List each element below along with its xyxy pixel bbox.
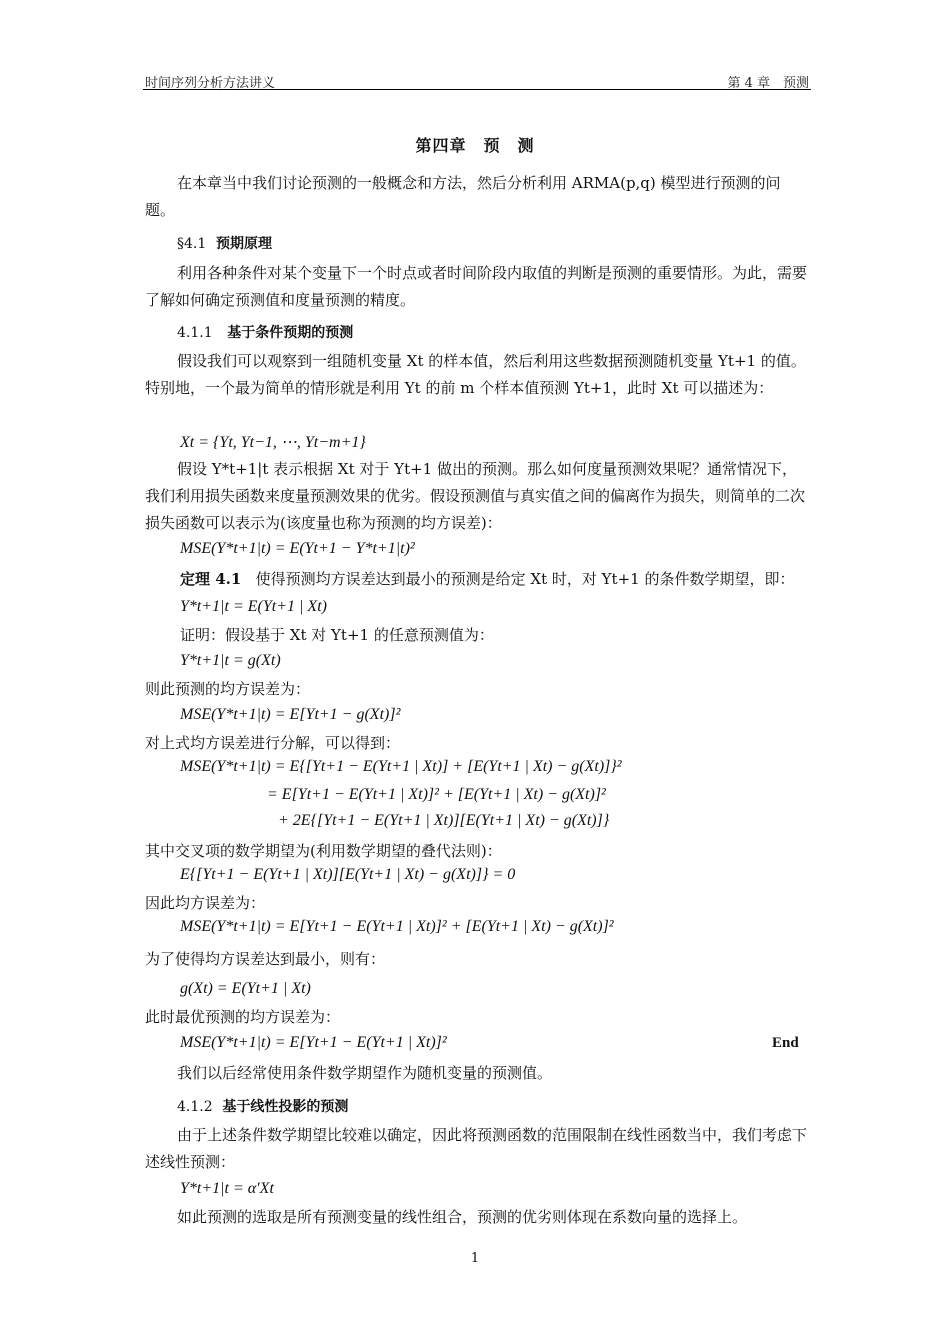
text-hence: 因此均方误差为：	[145, 894, 266, 912]
section-title: 预期原理	[216, 236, 273, 252]
equation-linear-forecast: Y*t+1|t = α′Xt	[180, 1180, 274, 1197]
paragraph-linear-combination: 如此预测的选取是所有预测变量的线性组合，预测的优劣则体现在系数向量的选择上。	[177, 1208, 748, 1226]
equation-decomposition-line1: MSE(Y*t+1|t) = E{[Yt+1 − E(Yt+1 | Xt)] + [E(Yt+1 | Xt) − g(Xt)]}²	[180, 758, 622, 775]
subsection-number: 4.1.1	[177, 325, 213, 341]
equation-cross-term: E{[Yt+1 − E(Yt+1 | Xt)][E(Yt+1 | Xt) − g(Xt)]} = 0	[180, 866, 516, 883]
paragraph-setup: 假设我们可以观察到一组随机变量 Xt 的样本值，然后利用这些数据预测随机变量 Yt+1 的值。特别地，一个最为简单的情形就是利用 Yt 的前 m 个样本值预测 Yt+1，此时 Xt 可以描述为：	[145, 352, 806, 397]
text-cross-term: 其中交叉项的数学期望为(利用数学期望的叠代法则)：	[145, 842, 502, 860]
paragraph-principle: 利用各种条件对某个变量下一个时点或者时间阶段内取值的判断是预测的重要情形。为此，需要了解如何确定预测值和度量预测的精度。	[145, 264, 808, 309]
equation-minimizer: g(Xt) = E(Yt+1 | Xt)	[180, 980, 311, 997]
chapter-title: 第四章 预 测	[415, 136, 535, 155]
equation-mse-definition: MSE(Y*t+1|t) = E(Yt+1 − Y*t+1|t)²	[180, 540, 415, 557]
text-decomposition: 对上式均方误差进行分解，可以得到：	[145, 734, 401, 752]
equation-decomposition-line2: = E[Yt+1 − E(Yt+1 | Xt)]² + [E(Yt+1 | Xt) − g(Xt)]²	[267, 786, 606, 803]
theorem-label: 定理 4.1	[180, 570, 242, 588]
theorem-4-1	[180, 566, 810, 593]
text-minimize: 为了使得均方误差达到最小，则有：	[145, 950, 386, 968]
header-rule	[143, 89, 811, 90]
text-mse-of-forecast: 则此预测的均方误差为：	[145, 680, 311, 698]
equation-mse-g: MSE(Y*t+1|t) = E[Yt+1 − g(Xt)]²	[180, 706, 401, 723]
section-number: §4.1	[177, 236, 207, 252]
subsection-4-1-1-heading	[177, 322, 353, 342]
paragraph-linear-projection: 由于上述条件数学期望比较难以确定，因此将预测函数的范围限制在线性函数当中，我们考虑下述线性预测：	[145, 1126, 808, 1171]
proof-end-mark: End	[772, 1035, 799, 1051]
equation-decomposition-line3: + 2E{[Yt+1 − E(Yt+1 | Xt)][E(Yt+1 | Xt) − g(Xt)]}	[278, 812, 610, 829]
subsection-title: 基于线性投影的预测	[222, 1099, 349, 1115]
equation-xt-definition: Xt = {Yt, Yt−1, ⋯, Yt−m+1}	[180, 434, 366, 451]
paragraph-loss: 假设 Y*t+1|t 表示根据 Xt 对于 Yt+1 做出的预测。那么如何度量预测效果呢？通常情况下，我们利用损失函数来度量预测效果的优劣。假设预测值与真实值之间的偏离作为损失，则简单的二次损失函数可以表示为(该度量也称为预测的均方误差)：	[145, 460, 806, 532]
equation-optimal-mse: MSE(Y*t+1|t) = E[Yt+1 − E(Yt+1 | Xt)]²	[180, 1034, 447, 1051]
section-4-1-heading	[177, 233, 272, 253]
subsection-number: 4.1.2	[177, 1099, 213, 1115]
proof-intro: 证明：假设基于 Xt 对 Yt+1 的任意预测值为：	[180, 626, 494, 644]
header-chapter: 第 4 章 预测	[727, 76, 809, 91]
text-optimal: 此时最优预测的均方误差为：	[145, 1008, 341, 1026]
equation-theorem: Y*t+1|t = E(Yt+1 | Xt)	[180, 598, 327, 615]
running-header	[145, 72, 809, 90]
header-course-title: 时间序列分析方法讲义	[145, 76, 276, 91]
equation-hence: MSE(Y*t+1|t) = E[Yt+1 − E(Yt+1 | Xt)]² + [E(Yt+1 | Xt) − g(Xt)]²	[180, 918, 614, 935]
equation-g-forecast: Y*t+1|t = g(Xt)	[180, 652, 281, 669]
page-number: 1	[470, 1251, 480, 1266]
theorem-text: 使得预测均方误差达到最小的预测是给定 Xt 时，对 Yt+1 的条件数学期望，即：	[255, 570, 795, 588]
subsection-4-1-2-heading	[177, 1096, 348, 1116]
paragraph-conclusion: 我们以后经常使用条件数学期望作为随机变量的预测值。	[177, 1064, 553, 1082]
subsection-title: 基于条件预期的预测	[227, 325, 354, 341]
intro-paragraph: 在本章当中我们讨论预测的一般概念和方法，然后分析利用 ARMA(p,q) 模型进行预测的问题。	[145, 174, 781, 219]
